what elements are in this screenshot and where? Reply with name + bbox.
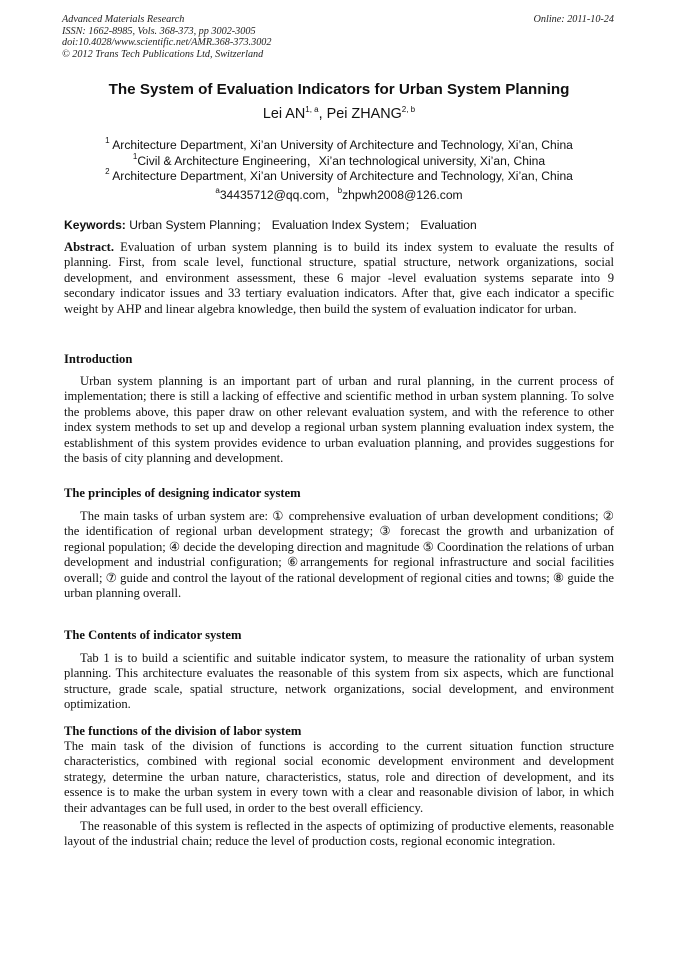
keywords-text: Urban System Planning； Evaluation Index System； Evaluation — [125, 218, 477, 232]
contents-heading: The Contents of indicator system — [64, 628, 242, 642]
journal-issn: ISSN: 1662-8985, Vols. 368-373, pp 3002-3005 — [62, 25, 256, 37]
functions-text-2: The reasonable of this system is reflected in the aspects of optimizing of productive elements, reasonable layout of the industrial chain; reduce the level of production costs, regional economic integration. — [64, 819, 614, 849]
author-line — [0, 105, 678, 122]
affiliation-3 — [0, 164, 678, 184]
keywords — [64, 216, 616, 233]
email-b-sup: b — [337, 186, 343, 195]
journal-header — [62, 14, 614, 60]
abstract — [64, 240, 614, 317]
affiliation-3-text: Architecture Department, Xi’an University of Architecture and Technology, Xi’an, China — [112, 169, 573, 183]
email-a: 34435712@qq.com， — [219, 188, 338, 202]
affiliation-2-sup: 1 — [132, 152, 138, 161]
author-emails — [0, 186, 678, 203]
affiliation-1-text: Architecture Department, Xi’an University of Architecture and Technology, Xi’an, China — [112, 138, 573, 152]
author-1-name: Lei AN — [262, 106, 306, 122]
affiliation-2-text: Civil & Architecture Engineering，Xi’an technological university, Xi’an, China — [137, 154, 546, 168]
author-separator: , — [318, 106, 327, 122]
paper-title: The System of Evaluation Indicators for Urban System Planning — [108, 81, 570, 98]
contents-text: Tab 1 is to build a scientific and suitable indicator system, to measure the rationality of urban system planning. This architecture evaluates the reasonable of this system from six aspects, which are functional structure, grade scale, spatial structure, network organizations, social development, and environment optimization. — [64, 651, 614, 712]
email-a-sup: a — [215, 186, 220, 195]
keywords-label: Keywords: — [64, 218, 126, 232]
journal-name: Advanced Materials Research — [62, 14, 185, 25]
principles-heading: The principles of designing indicator system — [64, 486, 301, 500]
functions-heading: The functions of the division of labor system — [64, 724, 302, 738]
abstract-label: Abstract. — [64, 240, 115, 254]
functions-text-1: The main task of the division of functions is according to the current situation function structure characteristics, combined with regional social economic development environment and development strategy, determine the urban nature, characteristics, status, role and direction of development, and its essence is to make the urban system in every town with a clear and reasonable division of labor, in which their advantages can be full used, in order to the best overall efficiency. — [64, 739, 614, 815]
journal-copyright: © 2012 Trans Tech Publications Ltd, Switzerland — [62, 48, 264, 60]
author-1-sup: 1, a — [305, 105, 319, 114]
online-date: Online: 2011-10-24 — [533, 14, 614, 25]
introduction-text: Urban system planning is an important part of urban and rural planning, in the current process of implementation; there is still a lacking of effective and scientific method in urban system planning. To solve the problems above, this paper draw on other relevant evaluation system, and with the reference to other index system methods to set up and develop a regional urban system planning evaluation index system, the establishment of this system provides evidence to urban evaluation planning, and provides suggestions for the basis of city planning and development. — [64, 374, 614, 466]
journal-doi: doi:10.4028/www.scientific.net/AMR.368-373.3002 — [62, 37, 272, 49]
author-2-sup: 2, b — [401, 105, 416, 114]
introduction-heading: Introduction — [64, 352, 133, 366]
principles-text: The main tasks of urban system are: ① comprehensive evaluation of urban development conditions; ② the identification of regional urban development strategy; ③ forecast the growth and urbanization of regional population; ④ decide the developing direction and magnitude ⑤ Coordination the relations of urban development and industrial configuration; ⑥arrangements for regional infrastructure and social facilities overall; ⑦ guide and control the layout of the rational development of regional cities and towns; ⑧ guide the urban planning overall. — [64, 509, 614, 601]
author-2-name: Pei ZHANG — [326, 106, 402, 122]
abstract-text: Evaluation of urban system planning is to build its index system to evaluate the results of planning. First, from scale level, functional structure, spatial structure, network organizations, social development, and environment assessment, these 6 major -level evaluation systems separate into 9 secondary indicator issues and 33 tertiary evaluation indicators. After that, give each indicator a specific weight by AHP and linear algebra knowledge, then build the system of evaluation indicator for urban. — [64, 240, 614, 316]
email-b: zhpwh2008@126.com — [342, 188, 463, 202]
affiliation-1-sup: 1 — [105, 136, 110, 145]
affiliation-3-sup: 2 — [105, 167, 110, 176]
